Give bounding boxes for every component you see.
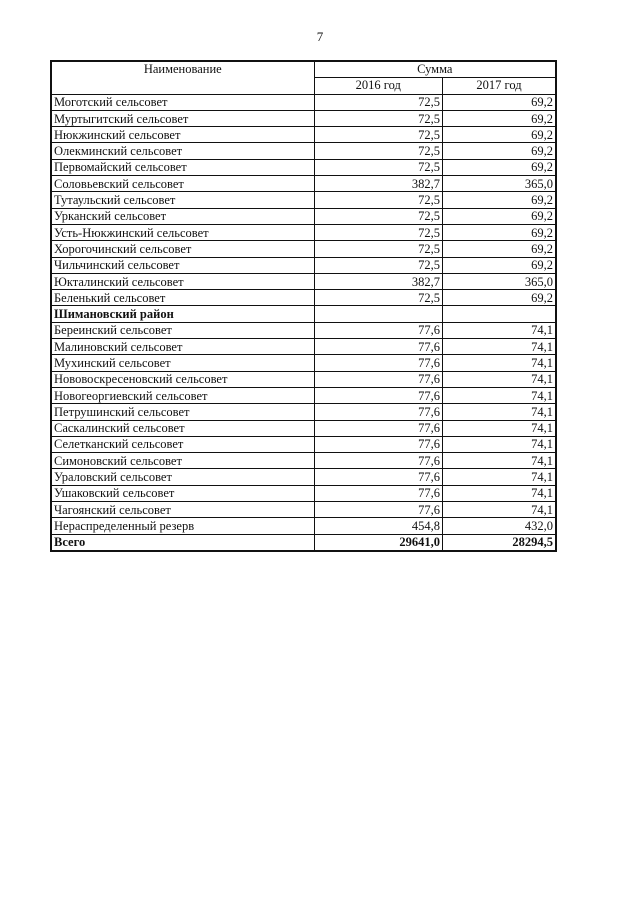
row-name: Моготский сельсовет bbox=[51, 94, 314, 110]
row-name: Урканский сельсовет bbox=[51, 208, 314, 224]
row-value-2016: 72,5 bbox=[314, 94, 443, 110]
table-row bbox=[51, 387, 556, 403]
row-value-2017: 74,1 bbox=[443, 436, 556, 452]
row-value-2017: 69,2 bbox=[443, 110, 556, 126]
row-value-2016: 382,7 bbox=[314, 273, 443, 289]
row-name: Нераспределенный резерв bbox=[51, 518, 314, 534]
row-name: Первомайский сельсовет bbox=[51, 159, 314, 175]
row-value-2016: 77,6 bbox=[314, 339, 443, 355]
page-number: 7 bbox=[316, 29, 324, 44]
table-row bbox=[51, 371, 556, 387]
row-value-2017: 74,1 bbox=[443, 355, 556, 371]
row-value-2017: 69,2 bbox=[443, 257, 556, 273]
row-name: Ураловский сельсовет bbox=[51, 469, 314, 485]
row-value-2017: 74,1 bbox=[443, 322, 556, 338]
row-name: Тутаульский сельсовет bbox=[51, 192, 314, 208]
row-name: Олекминский сельсовет bbox=[51, 143, 314, 159]
row-value-2016: 72,5 bbox=[314, 110, 443, 126]
table-row bbox=[51, 110, 556, 126]
row-value-2017: 69,2 bbox=[443, 127, 556, 143]
row-value-2016: 77,6 bbox=[314, 404, 443, 420]
row-name: Нюкжинский сельсовет bbox=[51, 127, 314, 143]
row-value-2017: 74,1 bbox=[443, 371, 556, 387]
row-value-2017: 69,2 bbox=[443, 224, 556, 240]
row-name: Усть-Нюкжинский сельсовет bbox=[51, 224, 314, 240]
row-value-2016: 72,5 bbox=[314, 290, 443, 306]
table-row bbox=[51, 127, 556, 143]
row-value-2016: 382,7 bbox=[314, 176, 443, 192]
row-value-2017 bbox=[443, 306, 556, 322]
table-row bbox=[51, 176, 556, 192]
header-year-2017: 2017 год bbox=[443, 78, 556, 94]
header-name: Наименование bbox=[51, 61, 314, 94]
row-value-2016: 72,5 bbox=[314, 208, 443, 224]
table-row bbox=[51, 143, 556, 159]
row-value-2017: 69,2 bbox=[443, 290, 556, 306]
row-name: Шимановский район bbox=[51, 306, 314, 322]
section-header-row bbox=[51, 306, 556, 322]
row-value-2016: 72,5 bbox=[314, 257, 443, 273]
row-value-2017: 69,2 bbox=[443, 192, 556, 208]
table-row bbox=[51, 241, 556, 257]
table-row bbox=[51, 257, 556, 273]
table-row bbox=[51, 485, 556, 501]
row-value-2016: 72,5 bbox=[314, 127, 443, 143]
row-value-2016: 77,6 bbox=[314, 420, 443, 436]
row-value-2017: 74,1 bbox=[443, 339, 556, 355]
total-label: Всего bbox=[51, 534, 314, 551]
row-value-2016: 77,6 bbox=[314, 502, 443, 518]
table-row bbox=[51, 290, 556, 306]
table-row bbox=[51, 355, 556, 371]
row-name: Нововоскресеновский сельсовет bbox=[51, 371, 314, 387]
row-value-2016: 77,6 bbox=[314, 453, 443, 469]
row-value-2017: 74,1 bbox=[443, 502, 556, 518]
row-value-2016: 77,6 bbox=[314, 469, 443, 485]
row-value-2017: 69,2 bbox=[443, 94, 556, 110]
table-row bbox=[51, 339, 556, 355]
table-row bbox=[51, 436, 556, 452]
row-name: Новогеоргиевский сельсовет bbox=[51, 387, 314, 403]
table-body bbox=[51, 94, 556, 534]
row-value-2017: 74,1 bbox=[443, 453, 556, 469]
row-value-2016: 77,6 bbox=[314, 387, 443, 403]
row-value-2017: 74,1 bbox=[443, 469, 556, 485]
row-value-2017: 69,2 bbox=[443, 208, 556, 224]
row-name: Юкталинский сельсовет bbox=[51, 273, 314, 289]
total-2016: 29641,0 bbox=[314, 534, 443, 551]
row-value-2017: 74,1 bbox=[443, 485, 556, 501]
row-value-2016: 77,6 bbox=[314, 485, 443, 501]
row-value-2016: 72,5 bbox=[314, 159, 443, 175]
header-row-top bbox=[51, 61, 556, 78]
row-value-2017: 69,2 bbox=[443, 143, 556, 159]
row-value-2016: 77,6 bbox=[314, 436, 443, 452]
table-row bbox=[51, 420, 556, 436]
budget-table bbox=[50, 60, 557, 552]
total-row bbox=[51, 534, 556, 551]
header-sum: Сумма bbox=[314, 61, 556, 78]
table-row bbox=[51, 94, 556, 110]
table-row bbox=[51, 469, 556, 485]
table-row bbox=[51, 224, 556, 240]
row-name: Береинский сельсовет bbox=[51, 322, 314, 338]
row-name: Чагоянский сельсовет bbox=[51, 502, 314, 518]
row-value-2017: 432,0 bbox=[443, 518, 556, 534]
row-value-2017: 69,2 bbox=[443, 159, 556, 175]
row-value-2017: 74,1 bbox=[443, 404, 556, 420]
row-value-2017: 74,1 bbox=[443, 420, 556, 436]
header-year-2016: 2016 год bbox=[314, 78, 443, 94]
row-value-2017: 69,2 bbox=[443, 241, 556, 257]
row-value-2016: 454,8 bbox=[314, 518, 443, 534]
row-value-2016: 72,5 bbox=[314, 224, 443, 240]
total-2017: 28294,5 bbox=[443, 534, 556, 551]
row-value-2016: 72,5 bbox=[314, 192, 443, 208]
row-value-2016: 77,6 bbox=[314, 355, 443, 371]
table-row bbox=[51, 518, 556, 534]
row-value-2017: 74,1 bbox=[443, 387, 556, 403]
row-value-2016: 77,6 bbox=[314, 371, 443, 387]
row-value-2016: 72,5 bbox=[314, 241, 443, 257]
table-row bbox=[51, 192, 556, 208]
row-name: Мухинский сельсовет bbox=[51, 355, 314, 371]
table-row bbox=[51, 208, 556, 224]
table-row bbox=[51, 273, 556, 289]
table-row bbox=[51, 322, 556, 338]
table-row bbox=[51, 159, 556, 175]
row-name: Беленький сельсовет bbox=[51, 290, 314, 306]
row-name: Саскалинский сельсовет bbox=[51, 420, 314, 436]
row-name: Хорогочинский сельсовет bbox=[51, 241, 314, 257]
row-name: Соловьевский сельсовет bbox=[51, 176, 314, 192]
row-value-2016 bbox=[314, 306, 443, 322]
row-name: Симоновский сельсовет bbox=[51, 453, 314, 469]
row-name: Ушаковский сельсовет bbox=[51, 485, 314, 501]
row-value-2017: 365,0 bbox=[443, 273, 556, 289]
row-value-2016: 72,5 bbox=[314, 143, 443, 159]
row-value-2017: 365,0 bbox=[443, 176, 556, 192]
table-row bbox=[51, 404, 556, 420]
row-name: Селетканский сельсовет bbox=[51, 436, 314, 452]
table-row bbox=[51, 502, 556, 518]
row-name: Малиновский сельсовет bbox=[51, 339, 314, 355]
row-name: Чильчинский сельсовет bbox=[51, 257, 314, 273]
row-name: Муртыгитский сельсовет bbox=[51, 110, 314, 126]
row-name: Петрушинский сельсовет bbox=[51, 404, 314, 420]
row-value-2016: 77,6 bbox=[314, 322, 443, 338]
table-row bbox=[51, 453, 556, 469]
